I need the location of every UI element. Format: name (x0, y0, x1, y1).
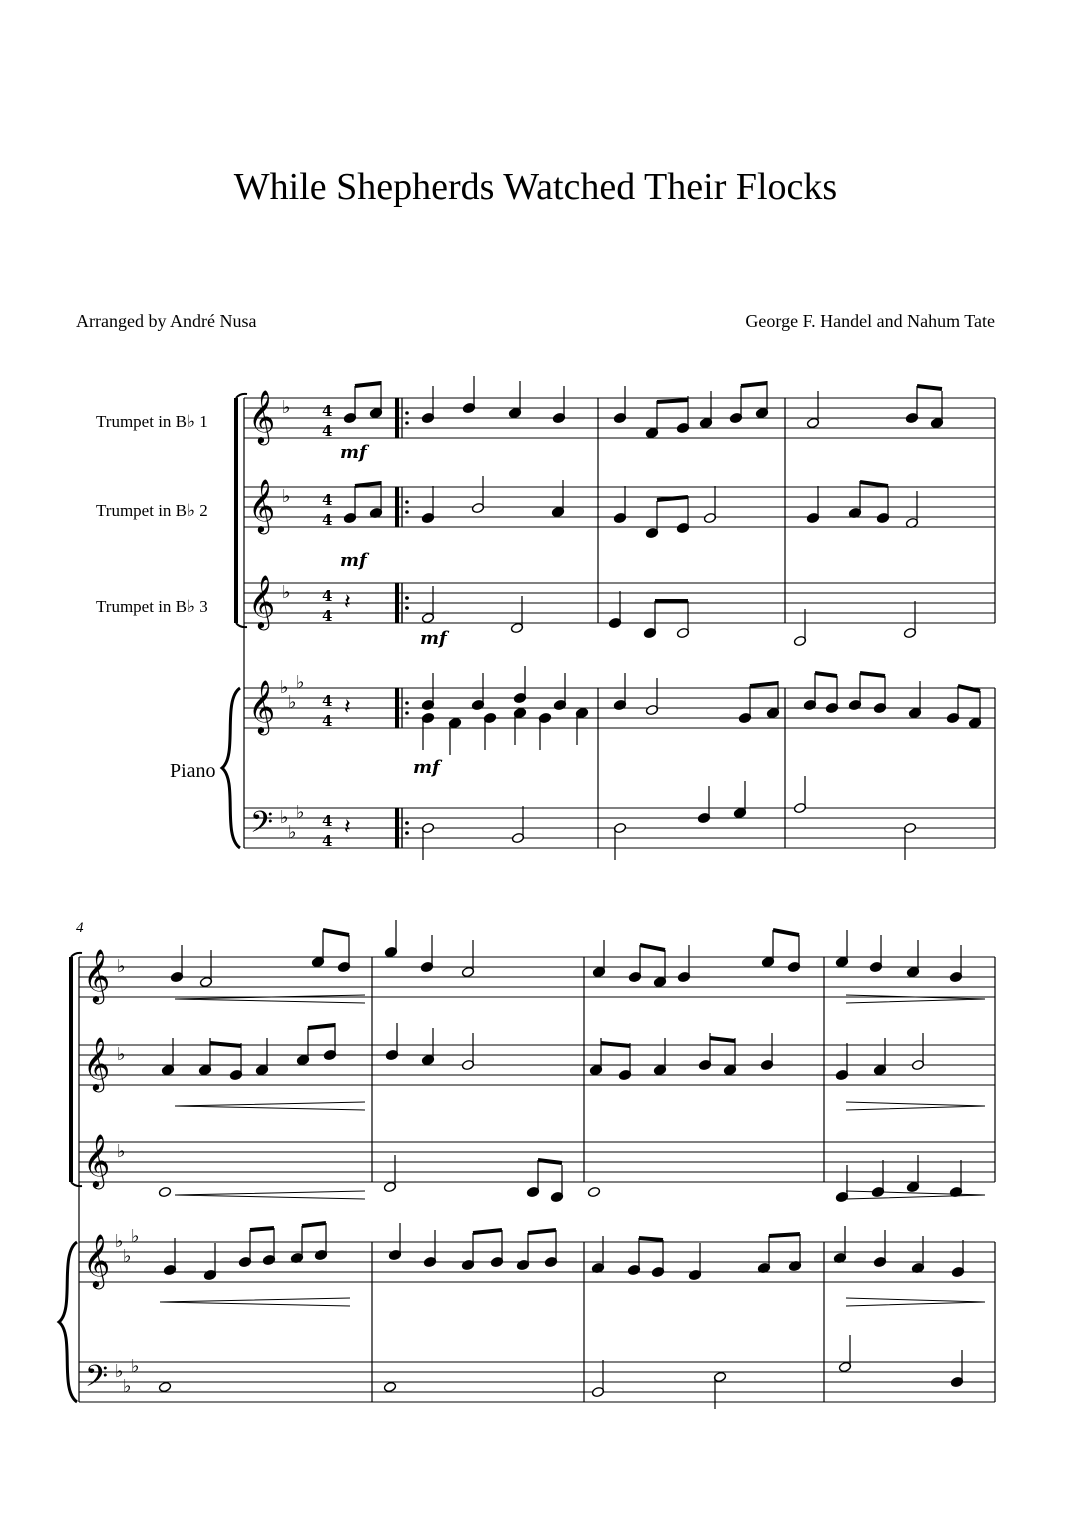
beam (308, 1025, 335, 1028)
beam (657, 400, 688, 402)
glyph: ♭ (117, 956, 126, 977)
crescendo-hairpin (175, 1102, 365, 1110)
beam (860, 673, 885, 676)
glyph: 4 (322, 491, 333, 509)
system-bracket (71, 953, 82, 957)
beam (601, 1043, 630, 1046)
glyph: 𝄞 (248, 478, 276, 532)
repeat-barline (395, 808, 399, 848)
glyph: 𝄢 (250, 806, 274, 847)
glyph: mf (413, 757, 440, 778)
glyph: ♭ (280, 807, 289, 828)
instrument-label-trumpet-2: Trumpet in B♭ 2 (96, 501, 208, 520)
system-bracket (234, 398, 238, 623)
glyph: 𝄽 (344, 590, 351, 615)
glyph: ♭ (288, 822, 297, 843)
glyph: 4 (322, 422, 333, 440)
repeat-barline (395, 583, 399, 623)
beam (250, 1228, 274, 1230)
glyph: ♭ (296, 672, 305, 693)
glyph: 4 (322, 712, 333, 730)
arranger-credit: Arranged by André Nusa (76, 311, 257, 331)
beam (750, 683, 778, 686)
notehead (587, 1186, 600, 1197)
beam (528, 1230, 556, 1233)
beam (210, 1043, 241, 1046)
glyph: 𝄞 (248, 679, 276, 733)
repeat-dot (405, 701, 409, 705)
glyph: 𝄢 (85, 1360, 109, 1401)
glyph: 𝄞 (83, 1233, 111, 1287)
crescendo-hairpin (175, 995, 365, 1003)
repeat-barline (395, 487, 399, 527)
beam (860, 482, 888, 486)
glyph: ♭ (123, 1246, 132, 1267)
glyph: mf (340, 550, 367, 571)
repeat-dot (405, 421, 409, 425)
glyph: 4 (322, 402, 333, 420)
notation-glyphs (83, 376, 985, 1409)
notehead (383, 1381, 396, 1392)
crescendo-hairpin (160, 1298, 350, 1306)
composer-credit: George F. Handel and Nahum Tate (745, 311, 995, 331)
measure-number: 4 (76, 920, 84, 936)
glyph: 4 (322, 607, 333, 625)
decrescendo-hairpin (846, 1102, 985, 1110)
repeat-barline (395, 688, 399, 728)
decrescendo-hairpin (846, 1191, 985, 1199)
glyph: ♭ (123, 1376, 132, 1397)
glyph: ♭ (282, 397, 291, 418)
repeat-dot (405, 831, 409, 835)
glyph: 𝄞 (248, 574, 276, 628)
glyph: ♭ (131, 1226, 140, 1247)
beam (640, 945, 665, 950)
repeat-dot (405, 411, 409, 415)
instrument-label-trumpet-3: Trumpet in B♭ 3 (96, 597, 208, 616)
system-bracket (69, 957, 73, 1182)
glyph: 𝄞 (248, 389, 276, 443)
piano-brace (59, 1242, 77, 1402)
instrument-label-trumpet-1: Trumpet in B♭ 1 (96, 412, 208, 431)
repeat-dot (405, 510, 409, 514)
instrument-label-piano: Piano (170, 760, 216, 782)
beam (917, 386, 942, 389)
beam (741, 383, 767, 386)
glyph: ♭ (296, 802, 305, 823)
system-bracket (71, 1182, 82, 1186)
beam (710, 1038, 735, 1041)
beam (355, 383, 381, 386)
glyph: ♭ (117, 1044, 126, 1065)
beam (473, 1230, 502, 1233)
glyph: 4 (322, 692, 333, 710)
glyph: mf (420, 628, 447, 649)
glyph: ♭ (288, 692, 297, 713)
crescendo-hairpin (175, 1191, 365, 1199)
score-title: While Shepherds Watched Their Flocks (233, 166, 838, 208)
decrescendo-hairpin (846, 995, 985, 1003)
repeat-dot (405, 821, 409, 825)
beam (323, 930, 349, 935)
beam (538, 1160, 562, 1163)
glyph: ♭ (280, 677, 289, 698)
glyph: ♭ (117, 1141, 126, 1162)
glyph: 𝄞 (83, 1036, 111, 1090)
glyph: ♭ (282, 582, 291, 603)
glyph: mf (340, 442, 367, 463)
repeat-barline (395, 398, 399, 438)
decrescendo-hairpin (846, 1298, 985, 1306)
repeat-dot (405, 606, 409, 610)
glyph: 4 (322, 511, 333, 529)
repeat-dot (405, 500, 409, 504)
glyph: 𝄽 (344, 815, 351, 840)
beam (958, 686, 980, 691)
glyph: 4 (322, 587, 333, 605)
beam (773, 930, 799, 935)
beam (815, 673, 837, 676)
glyph: 4 (322, 812, 333, 830)
glyph: 𝄞 (83, 1133, 111, 1187)
system-bracket (236, 394, 247, 398)
glyph: 𝄽 (344, 695, 351, 720)
system-bracket (236, 623, 247, 627)
staff-lines (59, 394, 995, 1402)
glyph: ♭ (282, 486, 291, 507)
beam (639, 1238, 663, 1240)
beam (769, 1234, 800, 1236)
glyph: ♭ (131, 1356, 140, 1377)
notehead (158, 1381, 171, 1392)
beam (355, 483, 381, 486)
piano-brace (222, 688, 240, 848)
glyph: 4 (322, 832, 333, 850)
glyph: ♭ (115, 1231, 124, 1252)
glyph: ♭ (115, 1361, 124, 1382)
notehead (158, 1186, 171, 1197)
repeat-dot (405, 596, 409, 600)
glyph: 𝄞 (83, 948, 111, 1002)
beam (302, 1223, 326, 1226)
repeat-dot (405, 711, 409, 715)
